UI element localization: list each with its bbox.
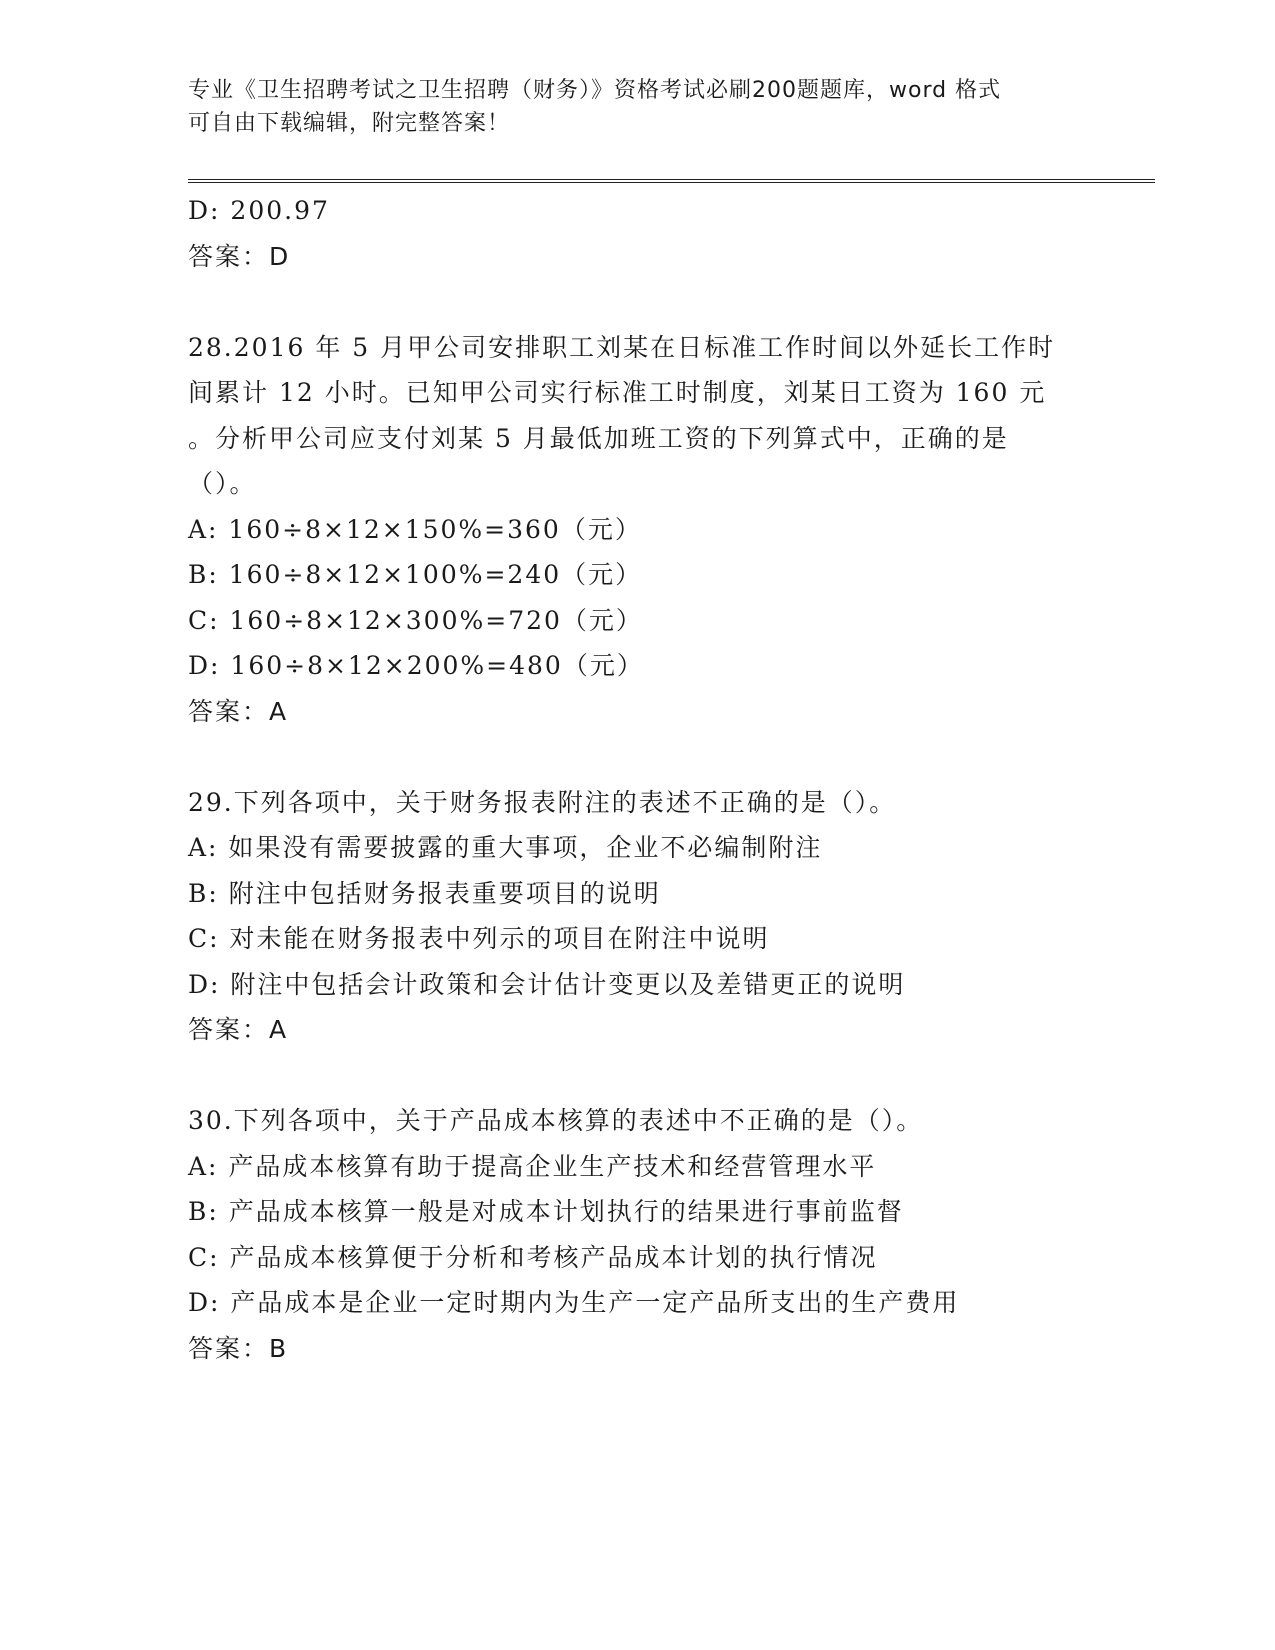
option-a: A: 产品成本核算有助于提高企业生产技术和经营管理水平 [188, 1151, 877, 1181]
answer: 答案：B [188, 1333, 289, 1363]
question-28 [188, 325, 1088, 735]
option-d: D: 160÷8×12×200%=480（元） [188, 651, 644, 680]
answer: 答案：A [188, 1015, 289, 1044]
question-stem: 30.下列各项中，关于产品成本核算的表述中不正确的是（）。 [188, 1106, 924, 1135]
question-stem-line: 。分析甲公司应支付刘某 5 月最低加班工资的下列算式中，正确的是 [188, 423, 1009, 453]
question-29 [188, 780, 1088, 1053]
option-c: C: 产品成本核算便于分析和考核产品成本计划的执行情况 [188, 1242, 878, 1272]
option-b: B: 160÷8×12×100%=240（元） [188, 560, 643, 589]
answer: 答案：D [188, 241, 291, 271]
header-line-1: 专业《卫生招聘考试之卫生招聘（财务）》资格考试必刷200题题库，word 格式 [188, 78, 1002, 103]
question-stem-line: 间累计 12 小时。已知甲公司实行标准工时制度，刘某日工资为 160 元 [188, 378, 1047, 407]
question-stem-line: 28.2016 年 5 月甲公司安排职工刘某在日标准工作时间以外延长工作时 [188, 332, 1056, 362]
option-d: D: 产品成本是企业一定时期内为生产一定产品所支出的生产费用 [188, 1288, 960, 1317]
question-30 [188, 1098, 1088, 1371]
answer: 答案：A [188, 696, 289, 726]
question-content [188, 188, 1088, 1371]
option-b: B: 产品成本核算一般是对成本计划执行的结果进行事前监督 [188, 1197, 904, 1226]
spacer [188, 734, 1088, 780]
spacer [188, 279, 1088, 325]
question-stem: 29.下列各项中，关于财务报表附注的表述不正确的是（）。 [188, 787, 897, 817]
spacer [188, 1053, 1088, 1099]
option-b: B: 附注中包括财务报表重要项目的说明 [188, 878, 661, 908]
question-stem-line: （）。 [188, 469, 257, 498]
option-c: C: 对未能在财务报表中列示的项目在附注中说明 [188, 924, 770, 953]
option-d: D: 附注中包括会计政策和会计估计变更以及差错更正的说明 [188, 969, 906, 999]
header-divider [188, 179, 1155, 183]
previous-question-tail [188, 188, 1088, 279]
page-header [188, 74, 1068, 140]
option-d: D: 200.97 [188, 196, 330, 225]
option-a: A: 如果没有需要披露的重大事项，企业不必编制附注 [188, 833, 823, 862]
header-line-2: 可自由下载编辑，附完整答案！ [188, 111, 511, 136]
option-c: C: 160÷8×12×300%=720（元） [188, 605, 643, 635]
option-a: A: 160÷8×12×150%=360（元） [188, 514, 642, 544]
